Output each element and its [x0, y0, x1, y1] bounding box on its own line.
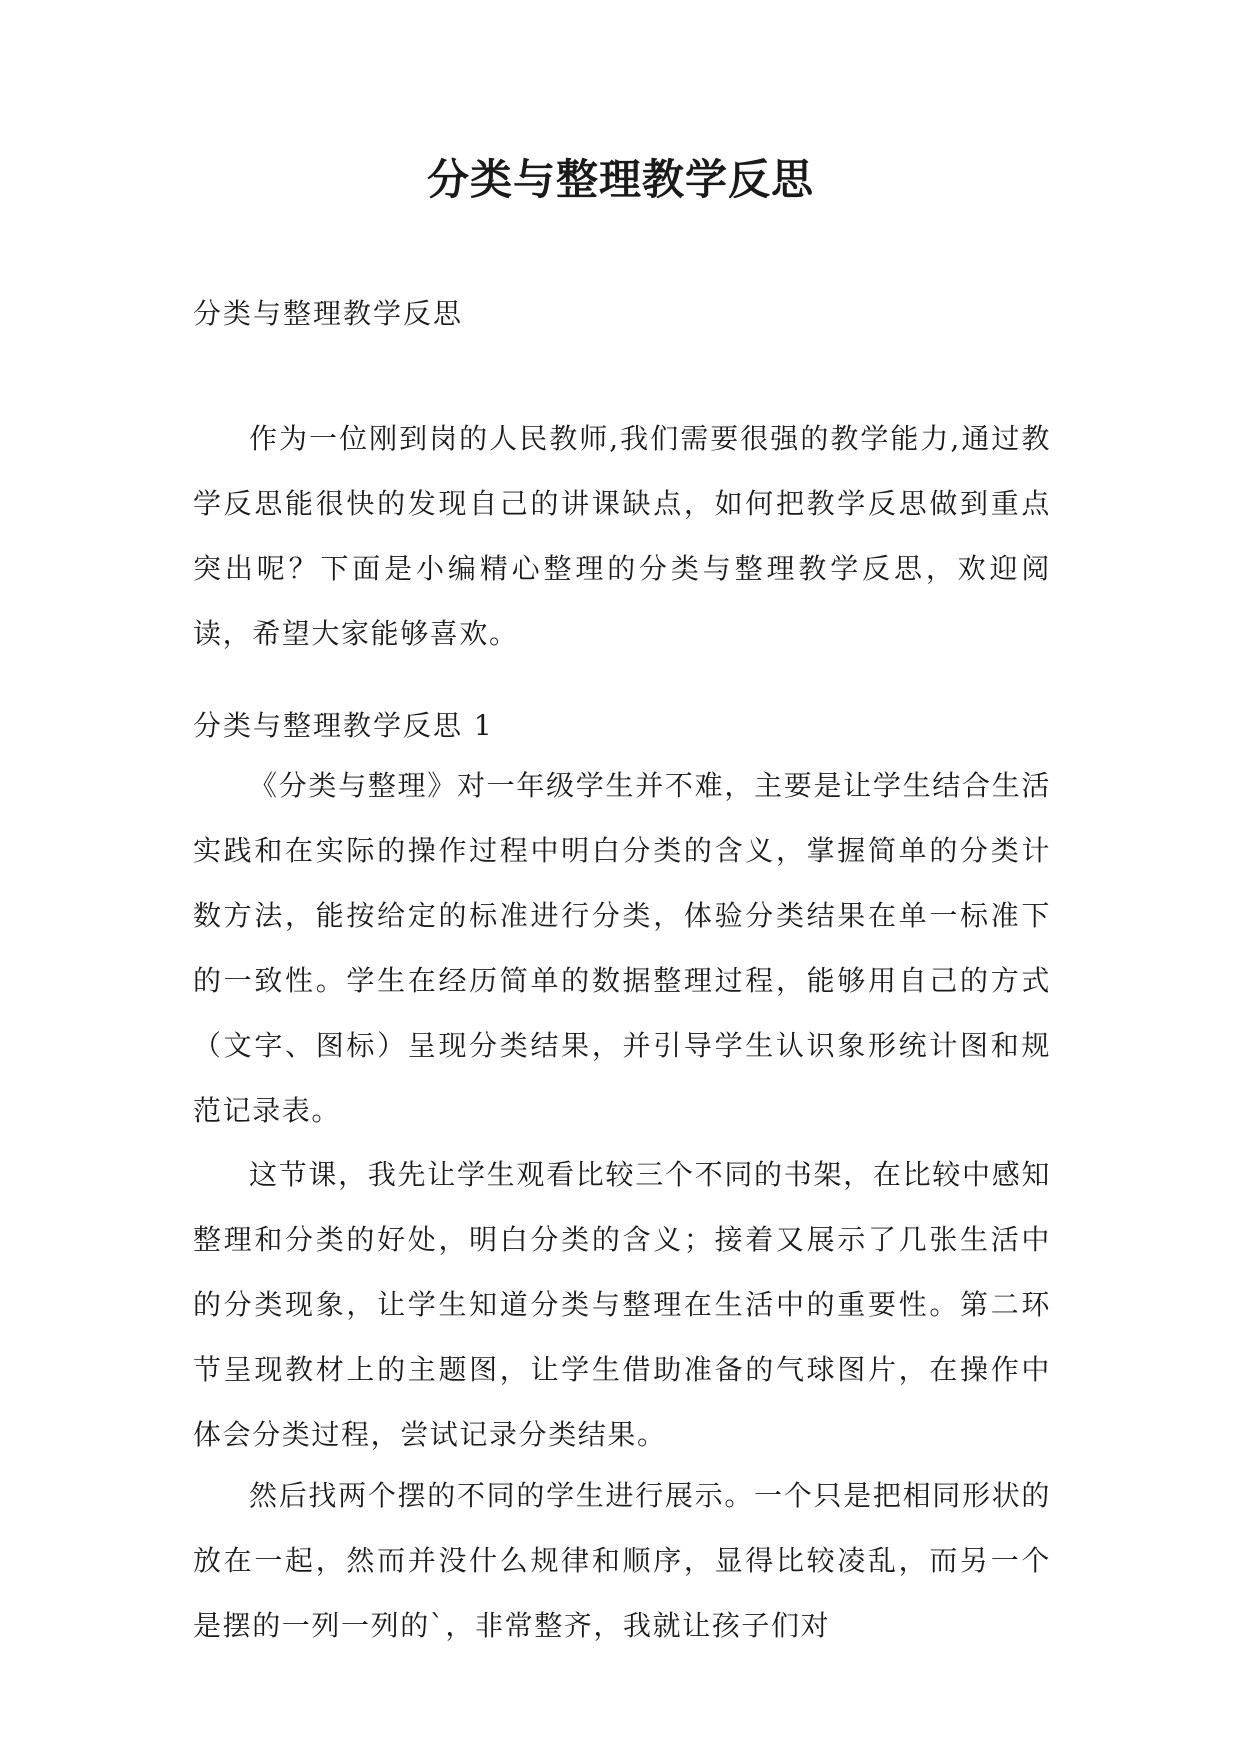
intro-paragraph: 作为一位刚到岗的人民教师,我们需要很强的教学能力,通过教学反思能很快的发现自己的讲课缺点，如何把教学反思做到重点突出呢？下面是小编精心整理的分类与整理教学反思，欢迎阅读，希望大家能够喜欢。	[193, 422, 1051, 650]
body-paragraph: 《分类与整理》对一年级学生并不难，主要是让学生结合生活实践和在实际的操作过程中明白分类的含义，掌握简单的分类计数方法，能按给定的标准进行分类，体验分类结果在单一标准下的一致性。学生在经历简单的数据整理过程，能够用自己的方式（文字、图标）呈现分类结果，并引导学生认识象形统计图和规范记录表。	[193, 769, 1051, 1127]
body-paragraph: 这节课，我先让学生观看比较三个不同的书架，在比较中感知整理和分类的好处，明白分类的含义；接着又展示了几张生活中的分类现象，让学生知道分类与整理在生活中的重要性。第二环节呈现教材上的主题图，让学生借助准备的气球图片，在操作中体会分类过程，尝试记录分类结果。	[193, 1158, 1051, 1451]
document-subtitle: 分类与整理教学反思	[193, 297, 464, 330]
document-title: 分类与整理教学反思	[426, 155, 814, 204]
section-heading: 分类与整理教学反思 1	[193, 709, 494, 742]
body-paragraph: 然后找两个摆的不同的学生进行展示。一个只是把相同形状的放在一起，然而并没什么规律和顺序，显得比较凌乱，而另一个是摆的一列一列的`，非常整齐，我就让孩子们对	[193, 1479, 1051, 1642]
